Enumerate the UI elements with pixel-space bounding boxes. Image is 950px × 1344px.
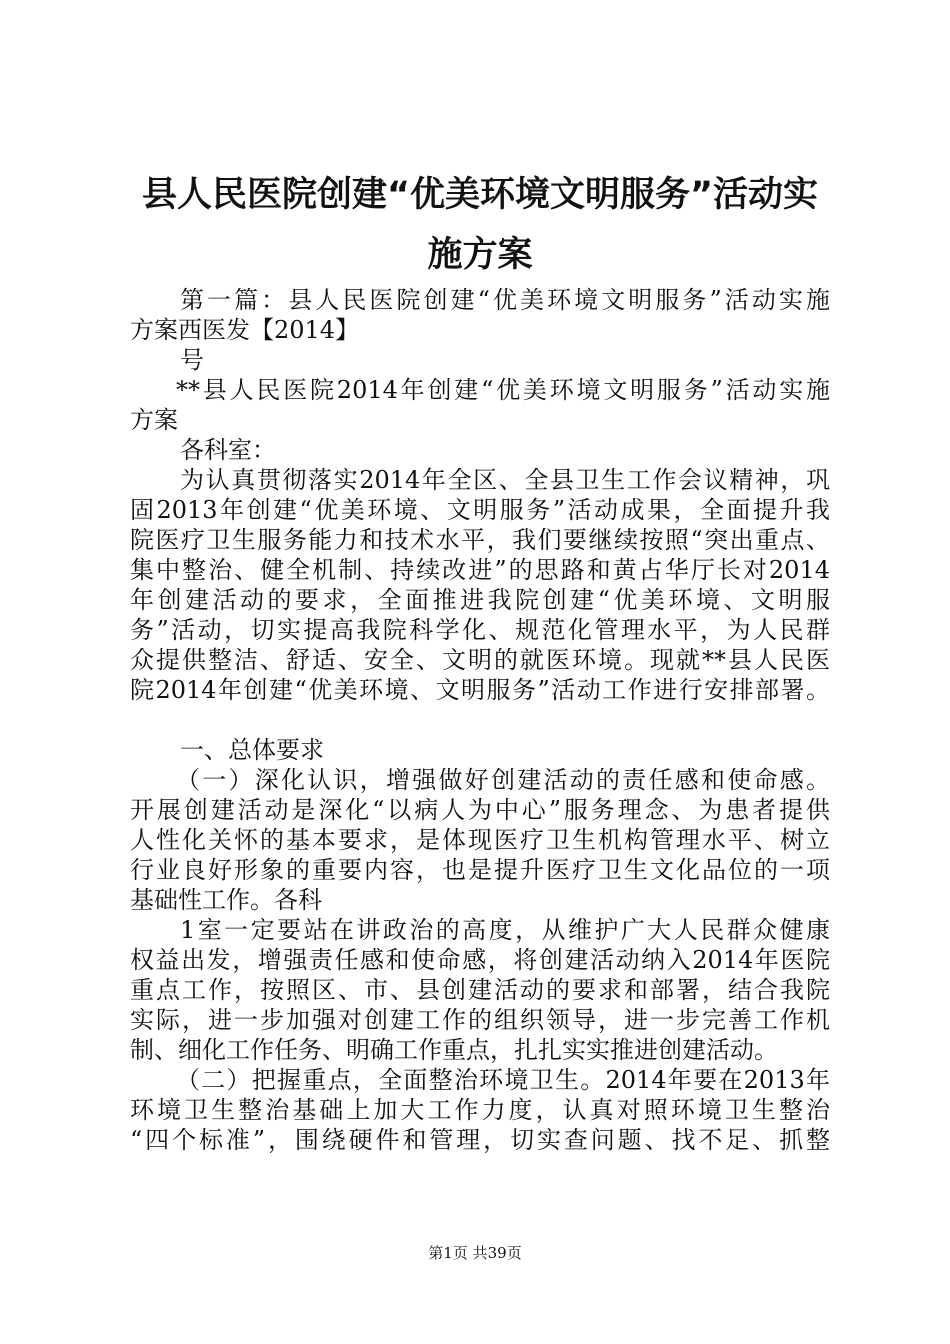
body-line: 固2013年创建“优美环境、文明服务”活动成果，全面提升我 (130, 496, 830, 524)
body-line: 务”活动，切实提高我院科学化、规范化管理水平，为人民群 (130, 616, 830, 644)
body-line: “四个标准”，围绕硬件和管理，切实查问题、找不足、抓整 (130, 1126, 830, 1154)
subsection-heading: （一）深化认识，增强做好创建活动的责任感和使命感。 (176, 766, 830, 794)
body-line: 制、细化工作任务、明确工作重点，扎扎实实推进创建活动。 (130, 1036, 778, 1064)
body-line: 年创建活动的要求，全面推进我院创建“优美环境、文明服 (130, 586, 830, 614)
body-line: 院医疗卫生服务能力和技术水平，我们要继续按照“突出重点、 (130, 526, 830, 554)
body-line: 行业良好形象的重要内容，也是提升医疗卫生文化品位的一项 (130, 856, 830, 884)
section-heading: 一、总体要求 (180, 736, 324, 764)
body-line: 众提供整洁、舒适、安全、文明的就医环境。现就**县人民医 (130, 646, 830, 674)
body-line: **县人民医院2014年创建“优美环境文明服务”活动实施 (176, 376, 830, 404)
document-body (130, 285, 830, 1155)
body-line: 号 (180, 346, 204, 374)
body-line: 第一篇：县人民医院创建“优美环境文明服务”活动实施 (180, 286, 830, 314)
body-line: 院2014年创建“优美环境、文明服务”活动工作进行安排部署。 (130, 676, 830, 704)
body-line: 各科室： (180, 436, 276, 464)
subsection-heading: （二）把握重点，全面整治环境卫生。2014年要在2013年 (176, 1066, 830, 1094)
body-line: 集中整治、健全机制、持续改进”的思路和黄占华厅长对2014 (130, 556, 830, 584)
body-line: 实际，进一步加强对创建工作的组织领导，进一步完善工作机 (130, 1006, 830, 1034)
body-line: 基础性工作。各科 (130, 886, 322, 914)
body-line: 方案西医发【2014】 (130, 316, 360, 344)
body-line: 开展创建活动是深化“以病人为中心”服务理念、为患者提供 (130, 796, 830, 824)
document-title (130, 165, 830, 285)
title-line-1: 县人民医院创建“优美环境文明服务”活动实 (141, 175, 818, 215)
body-line: 人性化关怀的基本要求，是体现医疗卫生机构管理水平、树立 (130, 826, 830, 854)
body-line: 重点工作，按照区、市、县创建活动的要求和部署，结合我院 (130, 976, 830, 1004)
body-line: 环境卫生整治基础上加大工作力度，认真对照环境卫生整治 (130, 1096, 830, 1124)
document-page (130, 165, 830, 1155)
body-line: 为认真贯彻落实2014年全区、全县卫生工作会议精神，巩 (180, 466, 830, 494)
page-footer: 第1页 共39页 (428, 1244, 522, 1262)
body-line: 1室一定要站在讲政治的高度，从维护广大人民群众健康 (180, 916, 830, 944)
title-line-2: 施方案 (427, 235, 533, 275)
blank-line (130, 705, 830, 735)
body-line: 方案 (130, 406, 178, 434)
body-line: 权益出发，增强责任感和使命感，将创建活动纳入2014年医院 (130, 946, 830, 974)
